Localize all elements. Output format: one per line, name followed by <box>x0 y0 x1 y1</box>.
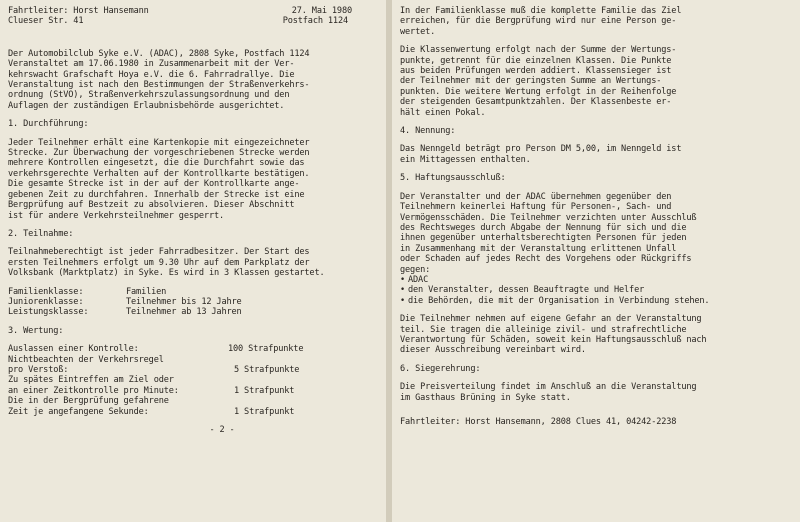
text-line: ersten Teilnehmers erfolgt um 9.30 Uhr auf dem Parkplatz der <box>8 257 310 268</box>
class-description: Familien <box>126 286 167 297</box>
text-line: punkten. Die weitere Wertung erfolgt in der Reihenfolge <box>400 86 677 97</box>
class-description: Teilnehmer bis 12 Jahre <box>126 296 242 307</box>
class-row <box>8 297 376 307</box>
text-line: der Teilnehmer mit der geringsten Summe an Wertungs- <box>400 76 662 87</box>
scoring-row <box>8 375 376 396</box>
scoring-points: 1 Strafpunkt <box>234 406 295 417</box>
document-page-left <box>0 0 386 522</box>
document-page-right <box>392 0 800 522</box>
scoring-row <box>8 355 376 376</box>
text-line: gegen: <box>400 264 431 275</box>
text-line: Teilnehmern keinerlei Haftung für Personen-, Sach- und <box>400 202 672 213</box>
scoring-label: Auslassen einer Kontrolle: <box>8 344 139 355</box>
text-line: Bergprüfung auf Bestzeit zu absolvieren. Dieser Abschnitt <box>8 200 295 211</box>
scoring-table <box>8 344 376 417</box>
text-line: im Gasthaus Brüning in Syke statt. <box>400 392 571 403</box>
section-heading: 1. Durchführung: <box>8 119 89 130</box>
text-line: hält einen Pokal. <box>400 107 486 118</box>
section6-paragraph <box>400 382 792 403</box>
bullet-icon: • <box>400 285 406 296</box>
list-item: • den Veranstalter, dessen Beauftragte und Helfer <box>400 285 645 296</box>
text-line: Der Automobilclub Syke e.V. (ADAC), 2808 Syke, Postfach 1124 <box>8 48 310 59</box>
text-line: Jeder Teilnehmer erhält eine Kartenkopie mit eingezeichneter <box>8 137 310 148</box>
text-line: ihnen gegenüber unterhaltsberechtigten Personen für jeden <box>400 233 687 244</box>
text-line: Die Teilnehmer nehmen auf eigene Gefahr an der Veranstaltung <box>400 314 702 325</box>
section-heading: 3. Wertung: <box>8 325 64 336</box>
text-line: in Zusammenhang mit der Veranstaltung erlittenen Unfall <box>400 243 677 254</box>
section-heading: 5. Haftungsausschluß: <box>400 173 506 184</box>
text-line: der steigenden Gesamtpunktzahlen. Der Klassenbeste er- <box>400 97 672 108</box>
text-line: Die gesamte Strecke ist in der auf der Kontrollkarte ange- <box>8 179 300 190</box>
scoring-points: 100 Strafpunkte <box>228 344 304 355</box>
text-line: ist für andere Verkehrsteilnehmer gesperrt. <box>8 210 225 221</box>
class-description: Teilnehmer ab 13 Jahren <box>126 307 242 318</box>
text-line: Veranstaltet am 17.06.1980 in Zusammenarbeit mit der Ver- <box>8 59 295 70</box>
family-class-paragraph <box>400 6 792 37</box>
text-line: aus beiden Prüfungen werden addiert. Klassensieger ist <box>400 66 672 77</box>
text-line: Das Nenngeld beträgt pro Person DM 5,00, im Nenngeld ist <box>400 144 682 155</box>
po-box: Postfach 1124 <box>282 16 348 27</box>
page-number: - 2 - <box>209 425 235 435</box>
text-line: Die Klassenwertung erfolgt nach der Summe der Wertungs- <box>400 45 677 56</box>
text-line: mehrere Kontrollen eingesetzt, die die Durchfahrt sowie das <box>8 158 305 169</box>
scoring-points: 5 Strafpunkte <box>234 364 300 375</box>
scoring-points: 1 Strafpunkt <box>234 385 295 396</box>
class-row <box>8 307 376 317</box>
liability-bullet-list <box>400 275 792 306</box>
text-line: dieser Ausschreibung vereinbart wird. <box>400 345 586 356</box>
class-name: Juniorenklasse: <box>8 296 84 307</box>
text-line: teil. Sie tragen die alleinige zivil- und strafrechtliche <box>400 324 687 335</box>
text-line: gebenen Zeit zu durchfahren. Innerhalb der Strecke ist eine <box>8 189 305 200</box>
risk-paragraph <box>400 314 792 356</box>
list-item: • ADAC <box>400 274 429 285</box>
section5-paragraph <box>400 192 792 275</box>
scoring-label: Die in der Bergprüfung gefahrene Zeit je angefangene Sekunde: <box>8 396 169 417</box>
class-ranking-paragraph <box>400 45 792 118</box>
text-line: Teilnahmeberechtigt ist jeder Fahrradbesitzer. Der Start des <box>8 247 310 258</box>
text-line: ein Mittagessen enthalten. <box>400 154 531 165</box>
section-heading: 4. Nennung: <box>400 126 456 137</box>
section4-paragraph <box>400 144 792 165</box>
text-line: verkehrsgerechte Verhalten auf der Kontrollkarte bestätigen. <box>8 168 310 179</box>
class-name: Familienklasse: <box>8 286 84 297</box>
text-line: kehrswacht Grafschaft Hoya e.V. die 6. Fahrradrallye. Die <box>8 69 295 80</box>
organizer-address: Clueser Str. 41 <box>8 16 84 27</box>
text-line: des Rechtsweges durch Abgabe der Nennung für sich und die <box>400 222 687 233</box>
text-line: Der Veranstalter und der ADAC übernehmen gegenüber den <box>400 191 672 202</box>
section1-paragraph <box>8 138 376 221</box>
bullet-icon: • <box>400 295 406 306</box>
text-line: Veranstaltung ist nach den Bestimmungen der Straßenverkehrs- <box>8 80 310 91</box>
scoring-row <box>8 396 376 417</box>
text-line: erreichen, für die Bergprüfung wird nur eine Person ge- <box>400 16 677 27</box>
class-name: Leistungsklasse: <box>8 307 89 318</box>
organizer-name: Fahrtleiter: Horst Hansemann <box>8 6 149 16</box>
section-heading: 2. Teilnahme: <box>8 228 74 239</box>
text-line: In der Familienklasse muß die komplette Familie das Ziel <box>400 6 682 16</box>
letter-header-line1 <box>8 6 376 16</box>
letter-header-line2 <box>8 16 376 26</box>
scoring-label: Nichtbeachten der Verkehrsregel pro Verstoß: <box>8 354 164 375</box>
intro-paragraph <box>8 49 376 111</box>
footer-contact: Fahrtleiter: Horst Hansemann, 2808 Clues 41, 04242-2238 <box>400 417 677 427</box>
text-line: Verantwortung für Schäden, soweit kein Haftungsausschluß nach <box>400 334 707 345</box>
section2-paragraph <box>8 247 376 278</box>
list-item: • die Behörden, die mit der Organisation in Verbindung stehen. <box>400 295 710 306</box>
bullet-icon: • <box>400 274 406 285</box>
text-line: oder Schaden auf jedes Recht des Vorgehens oder Rückgriffs <box>400 254 692 265</box>
class-list <box>8 287 376 318</box>
text-line: Volksbank (Marktplatz) in Syke. Es wird in 3 Klassen gestartet. <box>8 268 325 279</box>
scoring-label: Zu spätes Eintreffen am Ziel oder an einer Zeitkontrolle pro Minute: <box>8 375 179 396</box>
text-line: punkte, getrennt für die einzelnen Klassen. Die Punkte <box>400 55 672 66</box>
text-line: wertet. <box>400 26 436 37</box>
text-line: Strecke. Zur Überwachung der vorgeschriebenen Strecke werden <box>8 148 310 159</box>
text-line: ordnung (StVO), Straßenverkehrszulassungsordnung und den <box>8 90 290 101</box>
scoring-row <box>8 344 376 354</box>
section-heading: 6. Siegerehrung: <box>400 363 481 374</box>
text-line: Auflagen der zuständigen Erlaubnisbehörde ausgerichtet. <box>8 100 285 111</box>
text-line: Vermögensschäden. Die Teilnehmer verzichten unter Ausschluß <box>400 212 697 223</box>
class-row <box>8 287 376 297</box>
text-line: Die Preisverteilung findet im Anschluß an die Veranstaltung <box>400 382 697 393</box>
letter-date: 27. Mai 1980 <box>291 6 352 16</box>
